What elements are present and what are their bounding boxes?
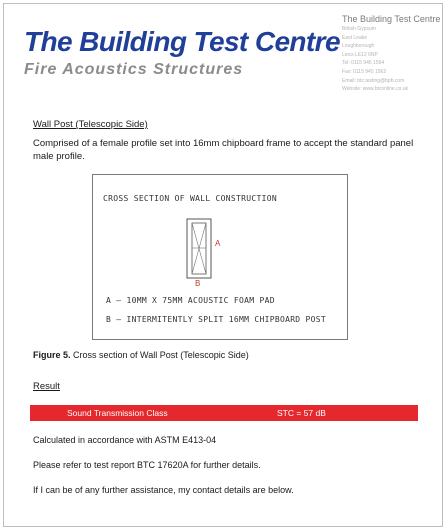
cross-section-diagram — [92, 174, 348, 340]
contact-line: East Leake — [342, 34, 368, 41]
contact-line: Loughborough — [342, 43, 375, 50]
contact-line: Email: btc.testing@bpb.com — [342, 77, 405, 84]
result-heading: Result — [33, 381, 60, 392]
section-heading: Wall Post (Telescopic Side) — [33, 119, 148, 130]
stc-value: STC = 57 dB — [277, 408, 326, 418]
contact-line: Tel: 0115 945 1564 — [342, 60, 385, 67]
report-reference: Please refer to test report BTC 17620A for further details. — [33, 460, 261, 470]
contact-block — [342, 14, 442, 94]
contact-note: If I can be of any further assistance, my contact details are below. — [33, 485, 294, 495]
label-b: B — [195, 279, 201, 288]
contact-line: Website: www.btconline.co.uk — [342, 86, 409, 93]
diagram-title: CROSS SECTION OF WALL CONSTRUCTION — [103, 194, 277, 203]
contact-line: Fax: 0115 945 1562 — [342, 68, 387, 75]
section-description: Comprised of a female profile set into 16mm chipboard frame to accept the standard panel male profile. — [33, 138, 414, 162]
company-name: The Building Test Centre — [24, 26, 340, 57]
legend-b: B – INTERMITENTLY SPLIT 16MM CHIPBOARD POST — [106, 315, 327, 324]
contact-line: Leics LE12 6NP — [342, 51, 378, 58]
calculation-note: Calculated in accordance with ASTM E413-04 — [33, 435, 217, 445]
figure-caption-text: Cross section of Wall Post (Telescopic Side) — [73, 350, 249, 360]
stc-label: Sound Transmission Class — [67, 408, 168, 418]
contact-company-name: The Building Test Centre — [342, 14, 441, 24]
stc-result-bar — [30, 405, 418, 421]
company-tagline: Fire Acoustics Structures — [24, 61, 244, 78]
contact-line: British Gypsum — [342, 26, 376, 32]
figure-caption — [33, 350, 249, 360]
figure-number: Figure 5. — [33, 350, 71, 360]
label-a: A — [215, 239, 221, 248]
legend-a: A – 10MM X 75MM ACOUSTIC FOAM PAD — [106, 296, 275, 305]
